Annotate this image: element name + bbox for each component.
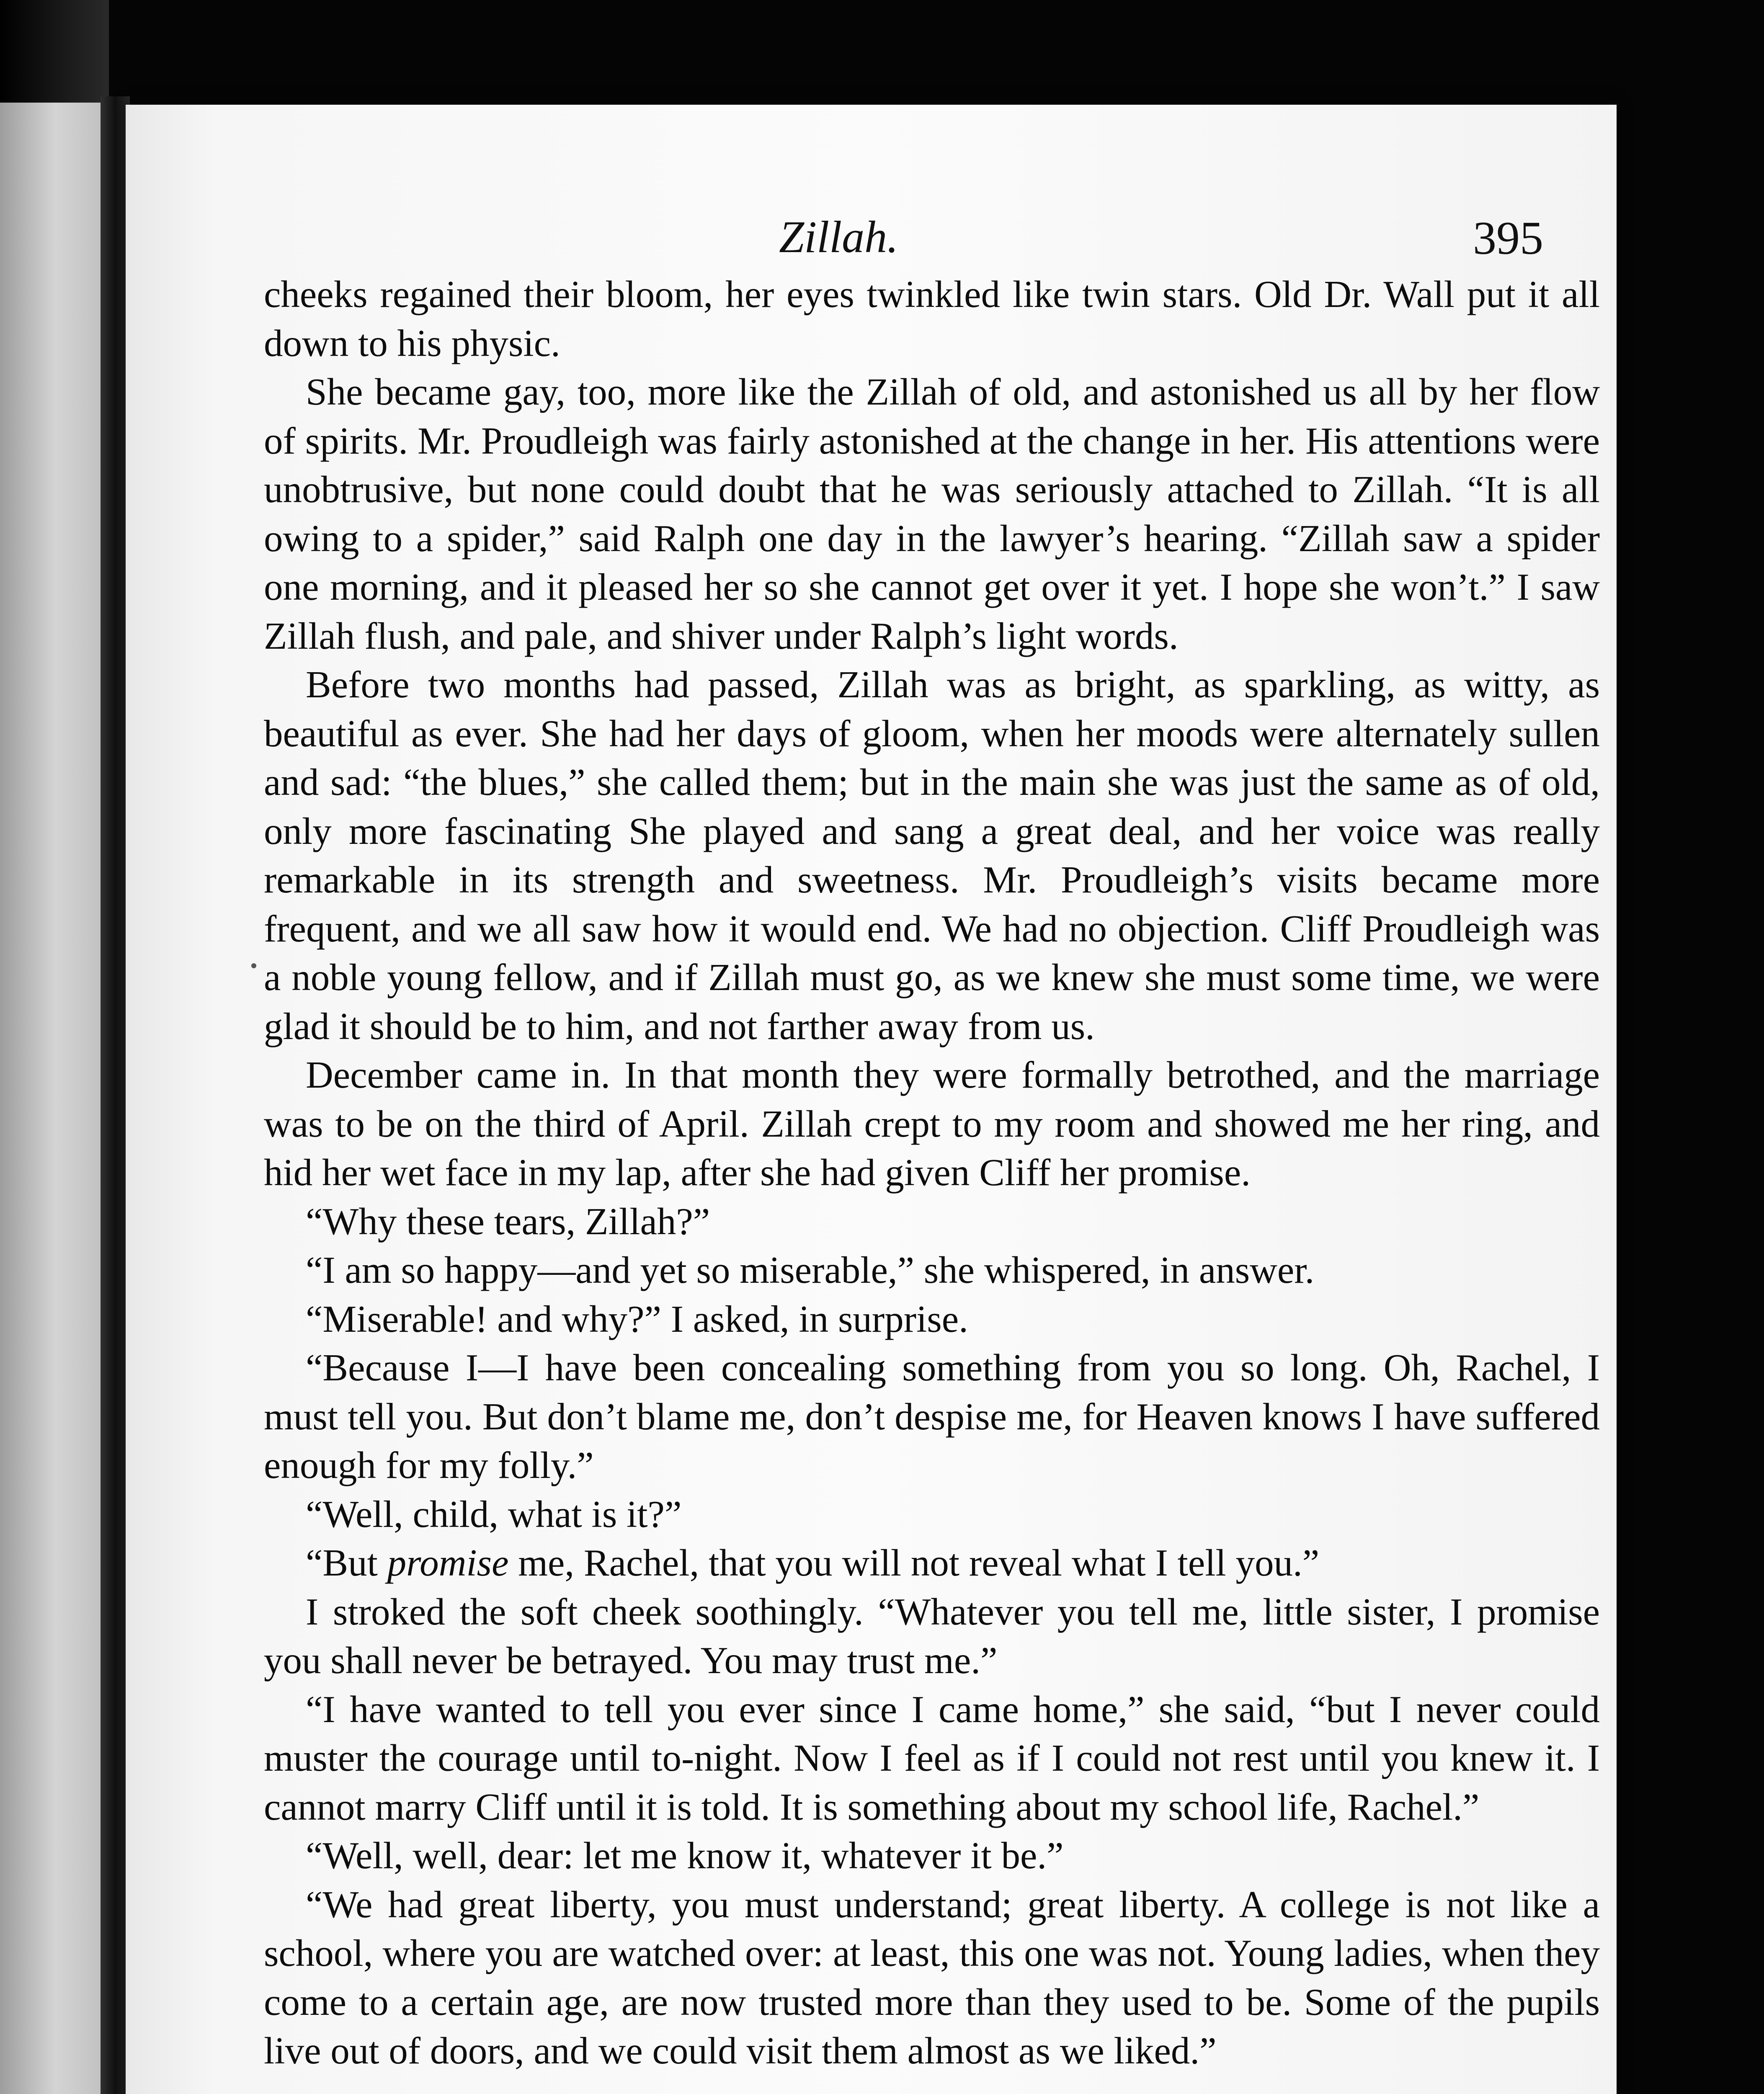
paragraph: “Well, child, what is it?” [306, 1493, 682, 1535]
running-title: Zillah. [779, 212, 899, 262]
paragraph: Before two months had passed, Zillah was as bright, as sparkling, as witty, as beautiful as ever. She had her days of gloom, when her moods were alternately sullen and sad: “the blues,” she called them; but in the main she was just the same as of old, only more fascinating She played and sang a great deal, and her voice was really remarkable in its strength and sweetness. Mr. Proudleigh’s visits became more frequent, and we all saw how it would end. We had no objection. Cliff Proudleigh was a noble young fellow, and if Zillah must go, as we knew she must some time, we were glad it should be to him, and not farther away from us. [264, 663, 1600, 1047]
body-text [264, 270, 1600, 2076]
ink-speck [251, 963, 256, 968]
paragraph: “I have wanted to tell you ever since I came home,” she said, “but I never could muster the courage until to-night. Now I feel as if I could not rest until you knew it. I cannot marry Cliff until it is told. It is something about my school life, Rachel.” [264, 1688, 1600, 1828]
paragraph: “Well, well, dear: let me know it, whatever it be.” [306, 1834, 1064, 1877]
emphasis: promise [387, 1542, 509, 1584]
paragraph: cheeks regained their bloom, her eyes twinkled like twin stars. Old Dr. Wall put it all down to his physic. [264, 273, 1600, 364]
paragraph: “Why these tears, Zillah?” [306, 1200, 710, 1243]
paragraph: “We had great liberty, you must understand; great liberty. A college is not like a school, where you are watched over: at least, this one was not. Young ladies, when they come to a certain age, are now trusted more than they used to be. Some of the pupils live out of doors, and we could visit them almost as we liked.” [264, 1883, 1600, 2072]
paragraph: “But promise me, Rachel, that you will not reveal what I tell you.” [306, 1542, 1320, 1584]
paragraph: “Miserable! and why?” I asked, in surprise. [306, 1297, 968, 1340]
paragraph: She became gay, too, more like the Zillah of old, and astonished us all by her flow of spirits. Mr. Proudleigh was fairly astonished at the change in her. His attentions were unobtrusive, but none could doubt that he was seriously attached to Zillah. “It is all owing to a spider,” said Ralph one day in the lawyer’s hearing. “Zillah saw a spider one morning, and it pleased her so she cannot get over it yet. I hope she won’t.” I saw Zillah flush, and pale, and shiver under Ralph’s light words. [264, 371, 1600, 657]
paragraph: I stroked the soft cheek soothingly. “Whatever you tell me, little sister, I promise you shall never be betrayed. You may trust me.” [264, 1590, 1600, 1681]
paragraph: “Because I—I have been concealing something from you so long. Oh, Rachel, I must tell you. But don’t blame me, don’t despise me, for Heaven knows I have suffered enough for my folly.” [264, 1346, 1600, 1486]
page-number: 395 [1473, 212, 1543, 264]
paragraph: December came in. In that month they were formally betrothed, and the marriage was to be on the third of April. Zillah crept to my room and showed me her ring, and hid her wet face in my lap, after she had given Cliff her promise. [264, 1054, 1600, 1194]
paragraph: “I am so happy—and yet so miserable,” she whispered, in answer. [306, 1249, 1315, 1291]
book-page [126, 105, 1617, 2094]
facing-page-edge [0, 103, 101, 2094]
running-head [126, 211, 1617, 279]
